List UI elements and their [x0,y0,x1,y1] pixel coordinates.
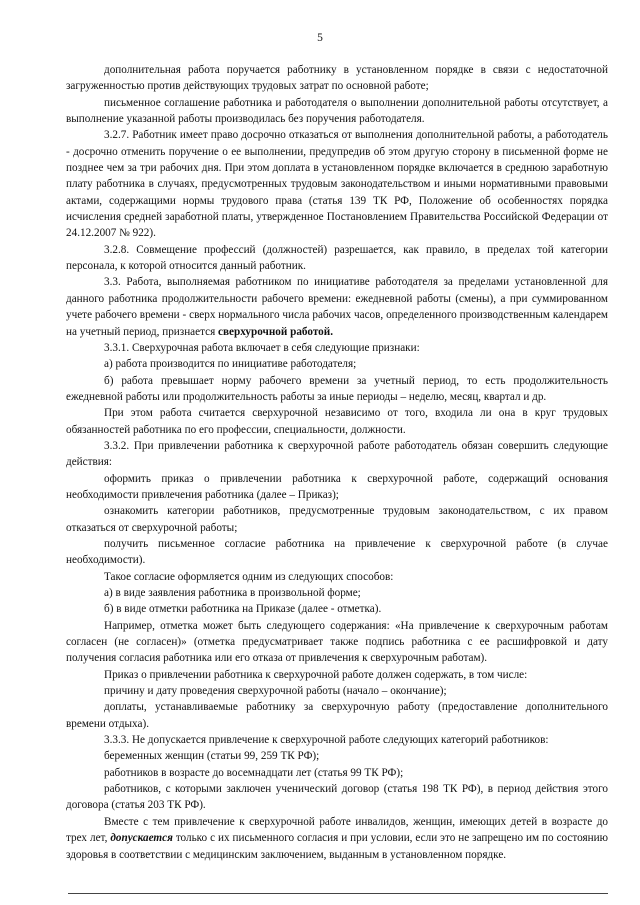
paragraph: беременных женщин (статьи 99, 259 ТК РФ); [104,750,320,763]
emphasized-term: допускается [110,832,173,845]
paragraph: причину и дату проведения сверхурочной работы (начало – окончание); [104,685,447,698]
paragraph: 3.3. Работа, выполняемая работником по инициативе работодателя за пределами установленной для данного работника продолжительности рабочего времени: ежедневной работы (смены), а при суммированном учете рабочего времени - сверх нормального числа рабочих часов, определенного производственным календарем на учетный период, признается сверхурочной работой. [66,276,608,338]
paragraph: дополнительная работа поручается работнику в установленном порядке в связи с недостаточной загруженностью против действующих трудовых затрат по основной работе; [66,64,608,93]
paragraph: 3.2.7. Работник имеет право досрочно отказаться от выполнения дополнительной работы, а работодатель - досрочно отменить поручение о ее выполнении, предупредив об этом другую сторону в письменной форме не позднее чем за три рабочих дня. При этом доплата в установленном порядке включается в среднюю заработную плату работника в случаях, предусмотренных трудовым законодательством и иными нормативными правовыми актами, содержащими нормы трудового права (статья 139 ТК РФ, Положение об особенностях порядка исчисления средней заработной платы, утвержденное Постановлением Правительства Российской Федерации от 24.12.2007 № 922). [66,129,608,240]
paragraph: работников, с которыми заключен ученический договор (статья 198 ТК РФ), в период действия этого договора (статья 203 ТК РФ). [66,783,608,812]
page-number: 5 [317,32,323,44]
paragraph: 3.2.8. Совмещение профессий (должностей) разрешается, как правило, в пределах той категории персонала, к которой относится данный работник. [66,243,608,273]
document-body [66,62,608,863]
bottom-rule [68,893,608,894]
paragraph: 3.3.3. Не допускается привлечение к сверхурочной работе следующих категорий работников: [104,734,549,747]
paragraph: получить письменное согласие работника на привлечение к сверхурочной работе (в случае необходимости). [66,537,608,567]
paragraph: б) в виде отметки работника на Приказе (далее - отметка). [104,603,382,616]
paragraph: 3.3.2. При привлечении работника к сверхурочной работе работодатель обязан совершить следующие действия: [66,439,608,469]
paragraph: работников в возрасте до восемнадцати лет (статья 99 ТК РФ); [104,766,404,779]
paragraph: ознакомить категории работников, предусмотренные трудовым законодательством, с их правом отказаться от сверхурочной работы; [66,505,608,534]
paragraph: Приказ о привлечении работника к сверхурочной работе должен содержать, в том числе: [104,668,528,681]
paragraph: а) в виде заявления работника в произвольной форме; [104,587,361,599]
paragraph: доплаты, устанавливаемые работнику за сверхурочную работу (предоставление дополнительного времени отдыха). [66,701,608,730]
paragraph: Такое согласие оформляется одним из следующих способов: [104,570,394,583]
paragraph: При этом работа считается сверхурочной независимо от того, входила ли она в круг трудовых обязанностей работника по его профессии, специальности, должности. [66,407,608,436]
bold-term: сверхурочной работой. [218,325,334,338]
paragraph: 3.3.1. Сверхурочная работа включает в себя следующие признаки: [104,341,420,354]
paragraph: а) работа производится по инициативе работодателя; [104,358,357,371]
paragraph: б) работа превышает норму рабочего времени за учетный период, то есть продолжительность ежедневной работы или продолжительность работы за иные периоды – неделю, месяц, квартал и др. [66,374,608,403]
paragraph: Вместе с тем привлечение к сверхурочной работе инвалидов, женщин, имеющих детей в возрасте до трех лет, допускается только с их письменного согласия и при условии, если это не запрещено им по состоянию здоровья в соответствии с медицинским заключением, выданным в установленном порядке. [66,815,608,861]
paragraph: Например, отметка может быть следующего содержания: «На привлечение к сверхурочным работам согласен (не согласен)» (отметка предусматривает также подпись работника с ее расшифровкой и дату получения согласия работника или его отказа от привлечения к сверхурочным работам). [66,619,608,665]
paragraph: оформить приказ о привлечении работника к сверхурочной работе, содержащий основания необходимости привлечения работника (далее – Приказ); [66,472,608,501]
paragraph: письменное соглашение работника и работодателя о выполнении дополнительной работы отсутствует, а выполнение указанной работы производилась без поручения работодателя. [66,96,608,126]
